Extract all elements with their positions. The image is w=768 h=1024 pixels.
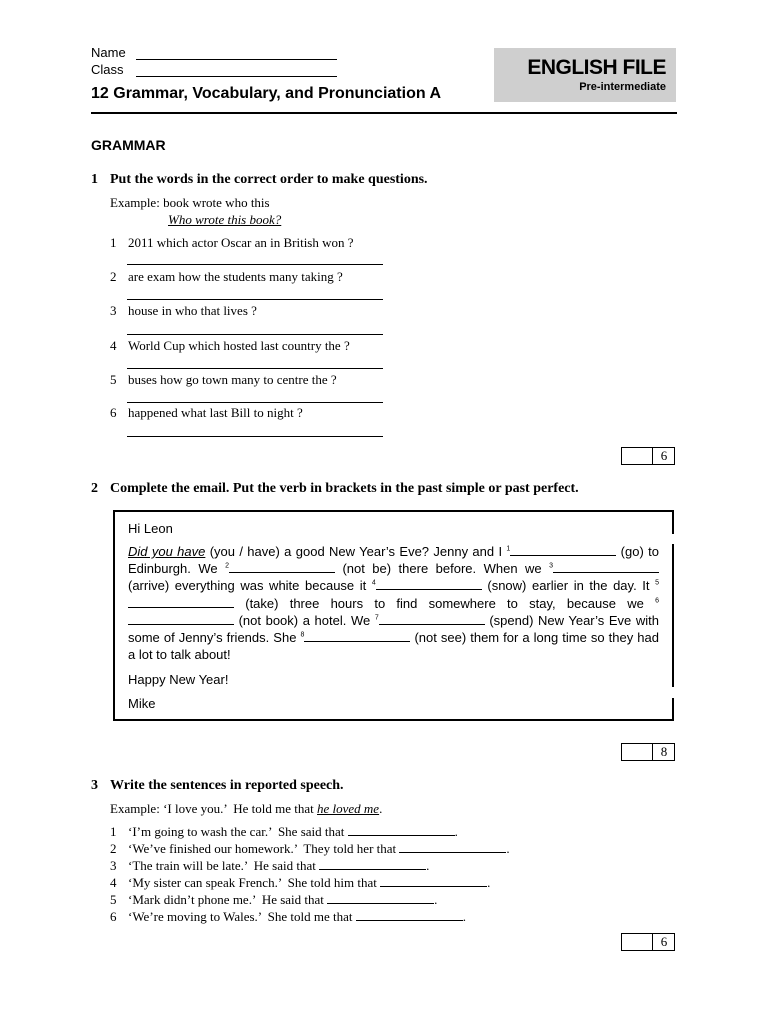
q3-item bbox=[110, 909, 466, 925]
q3-item bbox=[110, 841, 510, 857]
q1-item bbox=[110, 235, 354, 251]
q3-example-end: . bbox=[379, 801, 383, 816]
q1-score-total: 6 bbox=[652, 448, 675, 464]
page-title: 12 Grammar, Vocabulary, and Pronunciation A bbox=[91, 85, 442, 102]
q3-answer-5[interactable] bbox=[327, 892, 434, 904]
gap-number: 1 bbox=[506, 545, 511, 553]
english-file-logo bbox=[494, 48, 676, 102]
q3-item-number: 4 bbox=[110, 875, 117, 890]
q3-item-end: . bbox=[426, 858, 430, 873]
email-gap-1[interactable] bbox=[510, 544, 616, 556]
class-label: Class bbox=[91, 62, 124, 77]
q1-answer-line-1[interactable] bbox=[127, 264, 383, 265]
gap-number: 5 bbox=[655, 580, 660, 588]
email-text: (go) to Edinburgh. We bbox=[128, 544, 659, 577]
section-heading: GRAMMAR bbox=[91, 137, 166, 153]
q1-score-box[interactable] bbox=[621, 447, 675, 465]
q3-item-end: . bbox=[462, 909, 467, 924]
email-text: (not be) there before. When we bbox=[334, 561, 550, 577]
q1-item-text: happened what last Bill to night ? bbox=[128, 405, 303, 420]
email-signature: Mike bbox=[128, 696, 156, 711]
q1-instruction: Put the words in the correct order to make questions. bbox=[110, 172, 428, 187]
q3-instruction: Write the sentences in reported speech. bbox=[110, 778, 344, 793]
logo-title: ENGLISH FILE bbox=[527, 56, 666, 79]
q1-answer-line-2[interactable] bbox=[127, 299, 383, 300]
q3-item bbox=[110, 858, 429, 874]
q2-heading bbox=[91, 481, 579, 497]
q1-item-number: 2 bbox=[110, 269, 117, 284]
email-border-bottom bbox=[113, 719, 674, 721]
q2-number: 2 bbox=[91, 481, 98, 496]
q1-answer-line-6[interactable] bbox=[127, 436, 383, 437]
gap-number: 2 bbox=[225, 562, 229, 570]
q2-instruction: Complete the email. Put the verb in brackets in the past simple or past perfect. bbox=[110, 481, 579, 496]
email-border-right-top bbox=[672, 510, 674, 534]
email-text: (take) three hours to find somewhere to stay, because we bbox=[234, 595, 656, 611]
email-example-phrase: Did you have bbox=[128, 544, 206, 559]
q1-item bbox=[110, 405, 303, 421]
q1-item bbox=[110, 303, 257, 319]
q1-example bbox=[110, 195, 270, 211]
q3-item-text: ‘We’ve finished our homework.’ They told her that bbox=[128, 841, 400, 856]
email-gap-2[interactable] bbox=[229, 561, 335, 573]
q3-example-label: Example: bbox=[110, 801, 160, 816]
q3-example-answer: he loved me bbox=[317, 801, 380, 816]
q3-score-box[interactable] bbox=[621, 933, 675, 951]
q3-item bbox=[110, 892, 437, 908]
gap-number: 3 bbox=[549, 562, 553, 570]
q1-item-text: buses how go town many to centre the ? bbox=[128, 372, 337, 387]
q3-score-total: 6 bbox=[652, 934, 675, 950]
q1-item-number: 1 bbox=[110, 235, 117, 250]
email-gap-4[interactable] bbox=[376, 578, 482, 590]
email-gap-7[interactable] bbox=[379, 613, 485, 625]
title-divider bbox=[91, 112, 677, 114]
email-closing: Happy New Year! bbox=[128, 672, 229, 687]
q3-answer-3[interactable] bbox=[319, 858, 426, 870]
class-field[interactable] bbox=[136, 76, 337, 77]
email-border-top bbox=[113, 510, 674, 512]
q1-item-number: 3 bbox=[110, 303, 117, 318]
q1-item-number: 6 bbox=[110, 405, 117, 420]
q1-answer-line-3[interactable] bbox=[127, 334, 383, 335]
q3-heading bbox=[91, 778, 344, 794]
email-text: (not see) them for a long time so they had a lot to talk about! bbox=[128, 630, 659, 663]
email-text: (you / have) a good New Year’s Eve? Jenny and I bbox=[205, 544, 507, 559]
logo-subtitle: Pre-intermediate bbox=[579, 81, 666, 93]
gap-number: 8 bbox=[300, 631, 305, 639]
q1-item bbox=[110, 269, 343, 285]
email-box bbox=[113, 510, 672, 721]
email-border-right-bottom bbox=[672, 698, 674, 721]
gap-number: 4 bbox=[371, 580, 376, 588]
email-text: (arrive) everything was white because it bbox=[128, 578, 372, 594]
q1-answer-line-4[interactable] bbox=[127, 368, 383, 369]
q3-answer-4[interactable] bbox=[380, 875, 487, 887]
q1-example-label: Example: bbox=[110, 195, 160, 210]
email-border-left bbox=[113, 510, 115, 721]
email-gap-8[interactable] bbox=[304, 630, 410, 642]
q3-answer-1[interactable] bbox=[348, 824, 455, 836]
q3-item-number: 3 bbox=[110, 858, 117, 873]
email-border-right-middle bbox=[672, 544, 674, 687]
q1-item-number: 5 bbox=[110, 372, 117, 387]
gap-number: 6 bbox=[655, 597, 659, 605]
q1-item bbox=[110, 372, 337, 388]
q3-item-text: ‘Mark didn’t phone me.’ He said that bbox=[128, 892, 328, 907]
q1-answer-line-5[interactable] bbox=[127, 402, 383, 403]
q1-heading bbox=[91, 172, 428, 188]
q1-number: 1 bbox=[91, 172, 98, 187]
email-text: (spend) New Year’s Eve with some of Jenny’s friends. She bbox=[128, 612, 659, 646]
q1-example-words: book wrote who this bbox=[163, 195, 270, 210]
q1-item-number: 4 bbox=[110, 338, 117, 353]
email-body bbox=[128, 543, 659, 663]
q3-item-text: ‘The train will be late.’ He said that bbox=[128, 858, 320, 873]
q3-answer-6[interactable] bbox=[356, 909, 463, 921]
q3-item-text: ‘I’m going to wash the car.’ She said that bbox=[128, 824, 348, 839]
q1-item-text: 2011 which actor Oscar an in British won ? bbox=[128, 235, 354, 250]
q3-item bbox=[110, 824, 458, 840]
email-gap-3[interactable] bbox=[553, 561, 659, 573]
name-field[interactable] bbox=[136, 59, 337, 60]
q1-item-text: are exam how the students many taking ? bbox=[128, 269, 343, 284]
q3-item bbox=[110, 875, 490, 891]
q3-item-end: . bbox=[434, 892, 438, 907]
q3-item-end: . bbox=[506, 841, 510, 856]
q3-item-end: . bbox=[487, 875, 491, 890]
q3-answer-2[interactable] bbox=[399, 841, 506, 853]
gap-number: 7 bbox=[374, 614, 379, 622]
q3-example bbox=[110, 801, 382, 817]
email-gap-6[interactable] bbox=[128, 613, 234, 625]
q3-number: 3 bbox=[91, 778, 98, 793]
q2-score-total: 8 bbox=[652, 744, 675, 760]
q3-item-number: 1 bbox=[110, 824, 117, 839]
email-text: (not book) a hotel. We bbox=[234, 612, 375, 628]
email-gap-5[interactable] bbox=[128, 596, 234, 608]
q2-score-box[interactable] bbox=[621, 743, 675, 761]
q3-item-number: 6 bbox=[110, 909, 117, 924]
q3-item-text: ‘My sister can speak French.’ She told him that bbox=[128, 875, 381, 890]
q1-item bbox=[110, 338, 350, 354]
email-text: (snow) earlier in the day. It bbox=[481, 578, 656, 594]
name-label: Name bbox=[91, 45, 126, 60]
q3-example-prompt: ‘I love you.’ He told me that bbox=[163, 801, 317, 816]
q1-example-answer: Who wrote this book? bbox=[168, 212, 282, 227]
email-greeting: Hi Leon bbox=[128, 521, 173, 536]
q3-item-text: ‘We’re moving to Wales.’ She told me that bbox=[128, 909, 356, 924]
q1-item-text: World Cup which hosted last country the ? bbox=[128, 338, 350, 353]
q1-item-text: house in who that lives ? bbox=[128, 303, 257, 318]
q3-item-end: . bbox=[454, 824, 458, 839]
q3-item-number: 2 bbox=[110, 841, 117, 856]
q3-item-number: 5 bbox=[110, 892, 117, 907]
